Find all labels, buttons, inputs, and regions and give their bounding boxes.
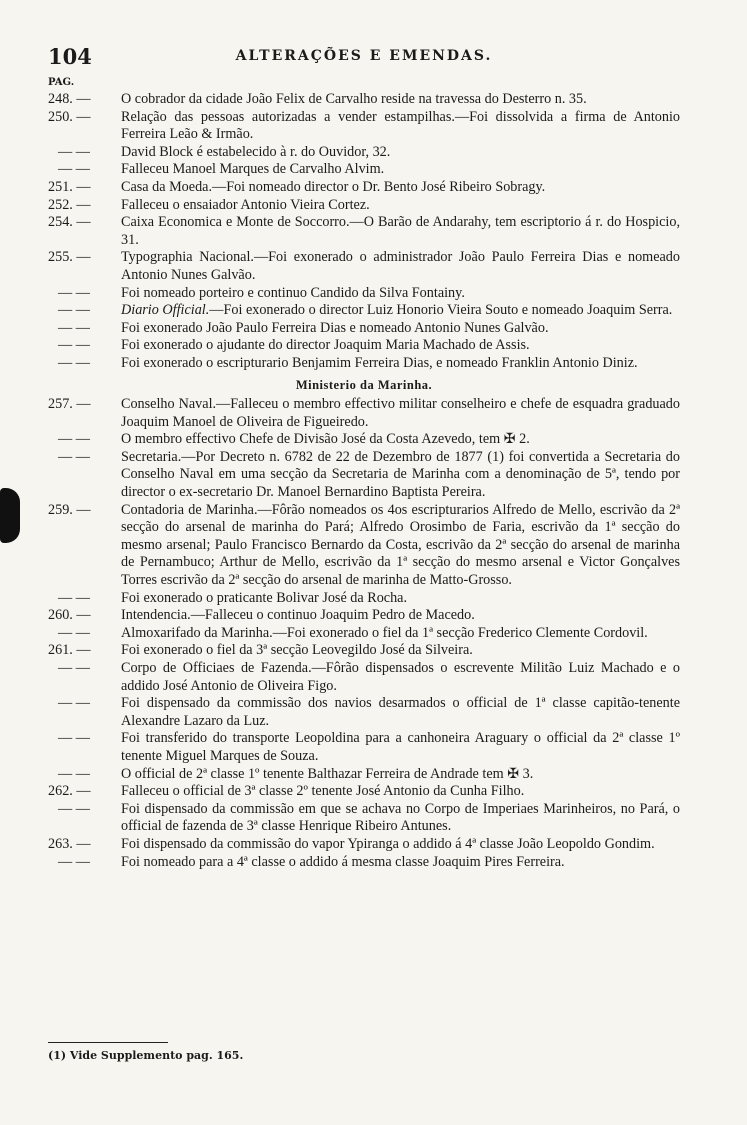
- entry-text: Foi exonerado o escripturario Benjamim Ferreira Dias, e nomeado Franklin Antonio Diniz.: [121, 354, 638, 371]
- entry-ref: — —: [58, 161, 90, 178]
- entry-text: Falleceu o official de 3ª classe 2º tenente José Antonio da Cunha Filho.: [121, 783, 525, 800]
- entry-text: Almoxarifado da Marinha.—Foi exonerado o fiel da 1ª secção Frederico Clemente Cordovil.: [121, 624, 648, 641]
- list-item: [48, 431, 680, 449]
- entry-text: Intendencia.—Falleceu o continuo Joaquim Pedro de Macedo.: [121, 607, 475, 624]
- entry-ref: 263. —: [48, 835, 91, 852]
- list-item: [48, 285, 680, 303]
- entry-ref: — —: [58, 589, 90, 606]
- footnote: [48, 1042, 680, 1062]
- entry-ref: — —: [58, 284, 90, 301]
- list-item: [48, 695, 680, 730]
- entry-text: Foi nomeado para a 4ª classe o addido á mesma classe Joaquim Pires Ferreira.: [121, 853, 565, 870]
- page-title: ALTERAÇÕES E EMENDAS.: [235, 48, 493, 64]
- section-title: Ministerio da Marinha.: [295, 377, 433, 392]
- list-item: [48, 214, 680, 249]
- entry-text: Foi exonerado João Paulo Ferreira Dias e nomeado Antonio Nunes Galvão.: [121, 319, 549, 336]
- treasury-entries: [48, 91, 680, 373]
- entry-text: Falleceu Manoel Marques de Carvalho Alvim.: [121, 161, 385, 178]
- list-item: [48, 449, 680, 502]
- entry-text: Corpo de Officiaes de Fazenda.—Fôrão dispensados o escrevente Militão Luiz Machado e o addido José Antonio de Oliveira Figo.: [121, 660, 680, 694]
- list-item: [48, 625, 680, 643]
- list-item: [48, 302, 680, 320]
- list-item: [48, 144, 680, 162]
- list-item: [48, 766, 680, 784]
- footnote-rule: [48, 1042, 168, 1043]
- entry-ref: 262. —: [48, 783, 91, 800]
- list-item: [48, 590, 680, 608]
- page-header: [48, 44, 680, 68]
- entry-ref: — —: [58, 337, 90, 354]
- entry-ref: 255. —: [48, 249, 91, 266]
- entry-ref: — —: [58, 319, 90, 336]
- entry-ref: — —: [58, 853, 90, 870]
- entry-ref: — —: [58, 143, 90, 160]
- entry-ref: — —: [58, 695, 90, 712]
- entry-text: Falleceu o ensaiador Antonio Vieira Cortez.: [121, 196, 370, 213]
- list-item: [48, 396, 680, 431]
- entry-text: Caixa Economica e Monte de Soccorro.—O Barão de Andarahy, tem escriptorio á r. do Hospicio, 31.: [121, 214, 680, 248]
- list-item: [48, 660, 680, 695]
- entry-text: O official de 2ª classe 1º tenente Balthazar Ferreira de Andrade tem ✠ 3.: [121, 765, 534, 782]
- list-item: [48, 854, 680, 872]
- entry-ref: — —: [58, 302, 90, 319]
- entry-text: O membro effectivo Chefe de Divisão José da Costa Azevedo, tem ✠ 2.: [121, 431, 530, 448]
- list-item: [48, 642, 680, 660]
- entry-ref: — —: [58, 448, 90, 465]
- ink-blot: [0, 488, 20, 543]
- entry-ref: 248. —: [48, 91, 91, 107]
- entry-ref: 254. —: [48, 214, 91, 231]
- entry-text: Secretaria.—Por Decreto n. 6782 de 22 de Dezembro de 1877 (1) foi convertida a Secretaria do Conselho Naval em uma secção da Secretaria de Marinha com a denominação de 5ª, tendo por director o ex-secretario Dr. Manoel Bernardino Baptista Pereira.: [121, 448, 680, 501]
- entry-text: Contadoria de Marinha.—Fôrão nomeados os 4os escripturarios Alfredo de Mello, escrivão da 2ª secção do arsenal de marinha do Pará; Alfredo Orosimbo de Faria, escrivão da 1ª secção do mesmo arsenal; Paulo Francisco Bernardo da Costa, escrivão da 2ª secção do arsenal de marinha de Pernambuco; Arthur de Mello, escrivão da 1ª secção do mesmo arsenal e Victor Gonçalves Torres escrivão da 2ª secção do arsenal de marinha de Matto-Grosso.: [121, 501, 680, 589]
- page-number: 104: [48, 44, 92, 69]
- entry-text: Foi dispensado da commissão do vapor Ypiranga o addido á 4ª classe João Leopoldo Gondim.: [121, 835, 655, 852]
- list-item: [48, 607, 680, 625]
- pag-label: PAG.: [48, 77, 75, 88]
- entry-text: David Block é estabelecido à r. do Ouvidor, 32.: [121, 143, 391, 160]
- list-item: [48, 502, 680, 590]
- list-item: [48, 836, 680, 854]
- entry-italic: Diario Official.: [121, 302, 210, 319]
- entry-text: Casa da Moeda.—Foi nomeado director o Dr. Bento José Ribeiro Sobragy.: [121, 178, 546, 195]
- entry-ref: — —: [58, 730, 90, 747]
- entry-text: Conselho Naval.—Falleceu o membro effectivo militar conselheiro e chefe de esquadra graduado Joaquim Manoel de Oliveira de Figueiredo.: [121, 396, 680, 430]
- list-item: [48, 320, 680, 338]
- entry-text: Foi transferido do transporte Leopoldina para a canhoneira Araguary o official da 2ª classe 1º tenente Miguel Marques de Souza.: [121, 730, 680, 764]
- entry-ref: — —: [58, 354, 90, 371]
- entry-text: Foi exonerado o fiel da 3ª secção Leovegildo José da Silveira.: [121, 642, 473, 659]
- entry-ref: 260. —: [48, 607, 91, 624]
- list-item: [48, 249, 680, 284]
- list-item: [48, 109, 680, 144]
- list-item: [48, 179, 680, 197]
- entry-text: Foi dispensado da commissão dos navios desarmados o official de 1ª classe capitão-tenente Alexandre Lazaro da Luz.: [121, 695, 680, 729]
- list-item: [48, 91, 680, 109]
- list-item: [48, 197, 680, 215]
- list-item: [48, 801, 680, 836]
- entry-ref: — —: [58, 800, 90, 817]
- entry-ref: — —: [58, 660, 90, 676]
- list-item: [48, 783, 680, 801]
- entry-ref: 250. —: [48, 108, 91, 125]
- entries-list: [48, 91, 680, 871]
- entry-ref: — —: [58, 431, 90, 448]
- footnote-text: (1) Vide Supplemento pag. 165.: [48, 1049, 244, 1062]
- list-item: [48, 161, 680, 179]
- list-item: [48, 355, 680, 373]
- entry-ref: 261. —: [48, 642, 91, 659]
- entry-text: Foi nomeado porteiro e continuo Candido da Silva Fontainy.: [121, 284, 465, 301]
- entry-ref: 259. —: [48, 501, 91, 518]
- entry-text: Typographia Nacional.—Foi exonerado o administrador João Paulo Ferreira Dias e nomeado Antonio Nunes Galvão.: [121, 249, 680, 283]
- entry-ref: 252. —: [48, 196, 91, 213]
- entry-ref: 251. —: [48, 178, 91, 195]
- entry-text: Foi dispensado da commissão em que se achava no Corpo de Imperiaes Marinheiros, no Pará, o official de fazenda de 3ª classe Henrique Ribeiro Antunes.: [121, 800, 680, 835]
- list-item: [48, 337, 680, 355]
- entry-ref: — —: [58, 624, 90, 641]
- entry-text: O cobrador da cidade João Felix de Carvalho reside na travessa do Desterro n. 35.: [121, 91, 587, 107]
- entry-text: —Foi exonerado o director Luiz Honorio Vieira Souto e nomeado Joaquim Serra.: [209, 302, 673, 319]
- entry-text: Relação das pessoas autorizadas a vender estampilhas.—Foi dissolvida a firma de Antonio Ferreira Leão & Irmão.: [121, 108, 680, 143]
- navy-entries: [48, 396, 680, 871]
- entry-ref: — —: [58, 765, 90, 782]
- entry-ref: 257. —: [48, 396, 91, 413]
- entry-text: Foi exonerado o ajudante do director Joaquim Maria Machado de Assis.: [121, 337, 530, 354]
- list-item: [48, 730, 680, 765]
- entry-text: Foi exonerado o praticante Bolivar José da Rocha.: [121, 589, 408, 606]
